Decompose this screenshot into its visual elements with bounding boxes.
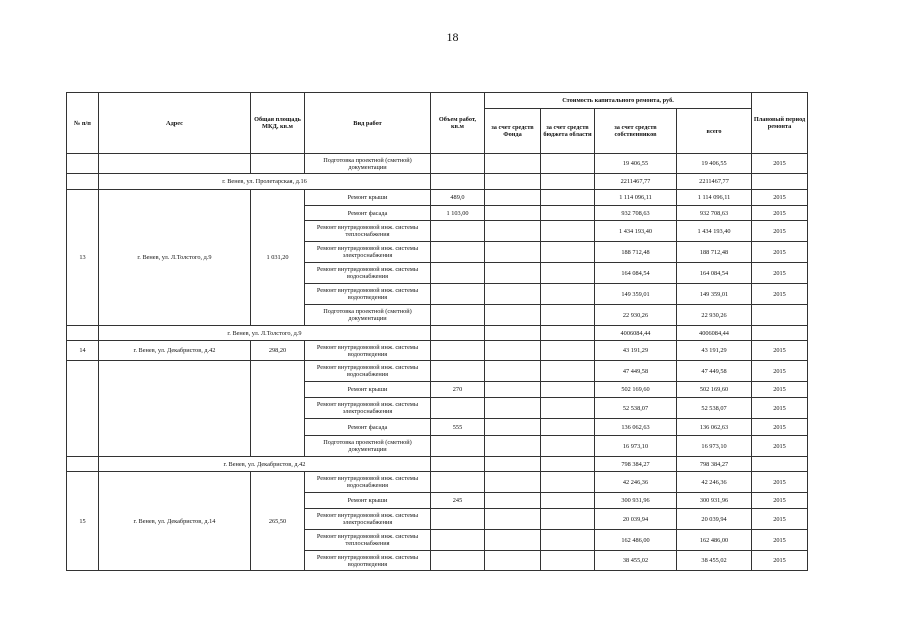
cell-total: 300 931,96 <box>677 493 752 509</box>
cell-volume: 1 103,00 <box>431 206 485 221</box>
cell-volume <box>431 361 485 382</box>
cell-fund <box>485 326 541 341</box>
table-row <box>67 190 808 206</box>
cell-work: Ремонт внутридомовой инж. системы водоотведения <box>305 551 431 571</box>
cell-owners: 43 191,29 <box>595 341 677 361</box>
cell-owners: 38 455,02 <box>595 551 677 571</box>
cell-owners: 162 486,00 <box>595 530 677 551</box>
subtotal-owners: 798 384,27 <box>595 457 677 472</box>
cell-work: Ремонт внутридомовой инж. системы водоснабжения <box>305 263 431 284</box>
cell-fund <box>485 154 541 174</box>
cell-fund <box>485 382 541 398</box>
cell-fund <box>485 206 541 221</box>
cell-total: 19 406,55 <box>677 154 752 174</box>
cell-period: 2015 <box>752 530 808 551</box>
cell-total: 162 486,00 <box>677 530 752 551</box>
cell-num <box>67 326 99 341</box>
cell-owners: 149 359,01 <box>595 284 677 305</box>
header-owners: за счет средств собственников <box>595 109 677 154</box>
group-area: 1 031,20 <box>251 190 305 326</box>
cell-volume: 245 <box>431 493 485 509</box>
subtotal-total: 798 384,27 <box>677 457 752 472</box>
cell-fund <box>485 361 541 382</box>
cell-period: 2015 <box>752 242 808 263</box>
cell-volume <box>431 284 485 305</box>
cell-volume <box>431 457 485 472</box>
cell-period: 2015 <box>752 361 808 382</box>
cell-volume <box>431 221 485 242</box>
subtotal-row <box>67 174 808 190</box>
cell-budget <box>541 382 595 398</box>
cell-budget <box>541 341 595 361</box>
subtotal-address: г. Венев, ул. Декабристов, д.42 <box>99 457 431 472</box>
cell-period <box>752 305 808 326</box>
subtotal-owners: 2211467,77 <box>595 174 677 190</box>
cell-period: 2015 <box>752 493 808 509</box>
cell-volume <box>431 530 485 551</box>
cell-volume: 555 <box>431 419 485 436</box>
cell-work: Ремонт фасада <box>305 419 431 436</box>
cell-volume <box>431 305 485 326</box>
cell-address: г. Венев, ул. Декабристов, д.42 <box>99 341 251 361</box>
header-work-type: Вид работ <box>305 93 431 154</box>
cell-fund <box>485 509 541 530</box>
cell-area <box>251 154 305 174</box>
cell-period: 2015 <box>752 206 808 221</box>
cell-owners: 42 246,36 <box>595 472 677 493</box>
cell-fund <box>485 341 541 361</box>
cell-period: 2015 <box>752 190 808 206</box>
cell-owners: 22 930,26 <box>595 305 677 326</box>
header-budget: за счет средств бюджета области <box>541 109 595 154</box>
cell-num: 14 <box>67 341 99 361</box>
cell-fund <box>485 530 541 551</box>
cell-total: 149 359,01 <box>677 284 752 305</box>
subtotal-total: 4006084,44 <box>677 326 752 341</box>
cell-total: 1 114 096,11 <box>677 190 752 206</box>
header-total: всего <box>677 109 752 154</box>
cell-total: 502 169,60 <box>677 382 752 398</box>
subtotal-address: г. Венев, ул. Л.Толстого, д.9 <box>99 326 431 341</box>
subtotal-row <box>67 326 808 341</box>
cell-total: 47 449,58 <box>677 361 752 382</box>
cell-fund <box>485 436 541 457</box>
header-cost-group: Стоимость капитального ремонта, руб. <box>485 93 752 109</box>
cell-work: Ремонт внутридомовой инж. системы водоотведения <box>305 284 431 305</box>
cell-fund <box>485 190 541 206</box>
cell-period: 2015 <box>752 154 808 174</box>
cell-fund <box>485 398 541 419</box>
cell-fund <box>485 419 541 436</box>
cell-owners: 300 931,96 <box>595 493 677 509</box>
cell-owners: 188 712,48 <box>595 242 677 263</box>
cell-budget <box>541 493 595 509</box>
cell-address <box>99 154 251 174</box>
cell-period <box>752 326 808 341</box>
group-area <box>251 361 305 457</box>
cell-period: 2015 <box>752 419 808 436</box>
cell-total: 22 930,26 <box>677 305 752 326</box>
cell-volume <box>431 551 485 571</box>
cell-volume <box>431 326 485 341</box>
cell-work: Ремонт внутридомовой инж. системы теплоснабжения <box>305 221 431 242</box>
cell-owners: 20 039,94 <box>595 509 677 530</box>
cell-num <box>67 457 99 472</box>
cell-volume <box>431 436 485 457</box>
cell-budget <box>541 326 595 341</box>
cell-owners: 1 434 193,40 <box>595 221 677 242</box>
cell-work: Подготовка проектной (сметной) документации <box>305 305 431 326</box>
cell-work: Ремонт внутридомовой инж. системы водоотведения <box>305 341 431 361</box>
cell-work: Ремонт внутридомовой инж. системы водоснабжения <box>305 472 431 493</box>
cell-budget <box>541 263 595 284</box>
cell-total: 42 246,36 <box>677 472 752 493</box>
cell-fund <box>485 457 541 472</box>
cell-volume <box>431 509 485 530</box>
cell-work: Ремонт внутридомовой инж. системы электроснабжения <box>305 509 431 530</box>
cell-budget <box>541 242 595 263</box>
group-area: 265,50 <box>251 472 305 571</box>
subtotal-owners: 4006084,44 <box>595 326 677 341</box>
cell-work: Ремонт крыши <box>305 382 431 398</box>
cell-owners: 16 973,10 <box>595 436 677 457</box>
header-num: № п/п <box>67 93 99 154</box>
cell-budget <box>541 551 595 571</box>
cell-work: Ремонт крыши <box>305 190 431 206</box>
header-volume: Объем работ, кв.м <box>431 93 485 154</box>
cell-num <box>67 174 99 190</box>
table-row <box>67 341 808 361</box>
cell-owners: 47 449,58 <box>595 361 677 382</box>
cell-total: 188 712,48 <box>677 242 752 263</box>
table-row <box>67 154 808 174</box>
cell-volume <box>431 242 485 263</box>
cell-period: 2015 <box>752 551 808 571</box>
cell-owners: 19 406,55 <box>595 154 677 174</box>
cell-period: 2015 <box>752 221 808 242</box>
group-num <box>67 361 99 457</box>
cell-period: 2015 <box>752 263 808 284</box>
cell-volume <box>431 263 485 284</box>
cell-owners: 136 062,63 <box>595 419 677 436</box>
cell-volume <box>431 398 485 419</box>
header-area: Общая площадь МКД, кв.м <box>251 93 305 154</box>
cell-work: Подготовка проектной (сметной) документации <box>305 154 431 174</box>
table-row <box>67 472 808 493</box>
cell-total: 1 434 193,40 <box>677 221 752 242</box>
cell-total: 38 455,02 <box>677 551 752 571</box>
cell-work: Ремонт внутридомовой инж. системы водоснабжения <box>305 361 431 382</box>
group-num: 15 <box>67 472 99 571</box>
cell-volume <box>431 472 485 493</box>
cell-period <box>752 174 808 190</box>
page-number: 18 <box>446 30 459 44</box>
header-period: Плановый период ремонта <box>752 93 808 154</box>
cell-volume <box>431 341 485 361</box>
cell-total: 20 039,94 <box>677 509 752 530</box>
cell-owners: 932 708,63 <box>595 206 677 221</box>
cell-fund <box>485 174 541 190</box>
cell-fund <box>485 305 541 326</box>
group-address: г. Венев, ул. Л.Толстого, д.9 <box>99 190 251 326</box>
cell-budget <box>541 419 595 436</box>
cell-period: 2015 <box>752 398 808 419</box>
cell-fund <box>485 221 541 242</box>
cell-budget <box>541 305 595 326</box>
cell-budget <box>541 221 595 242</box>
cell-work: Ремонт фасада <box>305 206 431 221</box>
cell-budget <box>541 361 595 382</box>
cell-budget <box>541 284 595 305</box>
group-address <box>99 361 251 457</box>
cell-work: Ремонт крыши <box>305 493 431 509</box>
group-num: 13 <box>67 190 99 326</box>
cell-budget <box>541 154 595 174</box>
cell-period: 2015 <box>752 341 808 361</box>
header-address: Адрес <box>99 93 251 154</box>
cell-budget <box>541 398 595 419</box>
cell-fund <box>485 242 541 263</box>
cell-owners: 1 114 096,11 <box>595 190 677 206</box>
cell-owners: 164 084,54 <box>595 263 677 284</box>
cell-total: 164 084,54 <box>677 263 752 284</box>
table-row <box>67 361 808 382</box>
cell-budget <box>541 530 595 551</box>
cell-fund <box>485 472 541 493</box>
cell-volume <box>431 174 485 190</box>
cell-fund <box>485 551 541 571</box>
cell-owners: 502 169,60 <box>595 382 677 398</box>
cell-volume: 270 <box>431 382 485 398</box>
cell-total: 136 062,63 <box>677 419 752 436</box>
cell-period: 2015 <box>752 284 808 305</box>
cell-area: 298,20 <box>251 341 305 361</box>
cell-period: 2015 <box>752 382 808 398</box>
cell-work: Ремонт внутридомовой инж. системы электроснабжения <box>305 242 431 263</box>
cell-work: Подготовка проектной (сметной) документации <box>305 436 431 457</box>
cell-budget <box>541 190 595 206</box>
cell-budget <box>541 174 595 190</box>
cell-total: 43 191,29 <box>677 341 752 361</box>
cell-budget <box>541 206 595 221</box>
cell-volume <box>431 154 485 174</box>
cell-budget <box>541 436 595 457</box>
group-address: г. Венев, ул. Декабристов, д.14 <box>99 472 251 571</box>
cell-period <box>752 457 808 472</box>
cell-budget <box>541 457 595 472</box>
subtotal-row <box>67 457 808 472</box>
cell-fund <box>485 493 541 509</box>
cell-period: 2015 <box>752 509 808 530</box>
capital-repair-table <box>66 92 808 571</box>
cell-work: Ремонт внутридомовой инж. системы электроснабжения <box>305 398 431 419</box>
cell-period: 2015 <box>752 472 808 493</box>
cell-period: 2015 <box>752 436 808 457</box>
subtotal-total: 2211467,77 <box>677 174 752 190</box>
cell-fund <box>485 284 541 305</box>
cell-budget <box>541 509 595 530</box>
cell-owners: 52 538,07 <box>595 398 677 419</box>
cell-total: 932 708,63 <box>677 206 752 221</box>
cell-num <box>67 154 99 174</box>
header-fund: за счет средств Фонда <box>485 109 541 154</box>
cell-work: Ремонт внутридомовой инж. системы теплоснабжения <box>305 530 431 551</box>
cell-budget <box>541 472 595 493</box>
cell-fund <box>485 263 541 284</box>
cell-volume: 489,0 <box>431 190 485 206</box>
subtotal-address: г. Венев, ул. Пролетарская, д.16 <box>99 174 431 190</box>
cell-total: 52 538,07 <box>677 398 752 419</box>
cell-total: 16 973,10 <box>677 436 752 457</box>
